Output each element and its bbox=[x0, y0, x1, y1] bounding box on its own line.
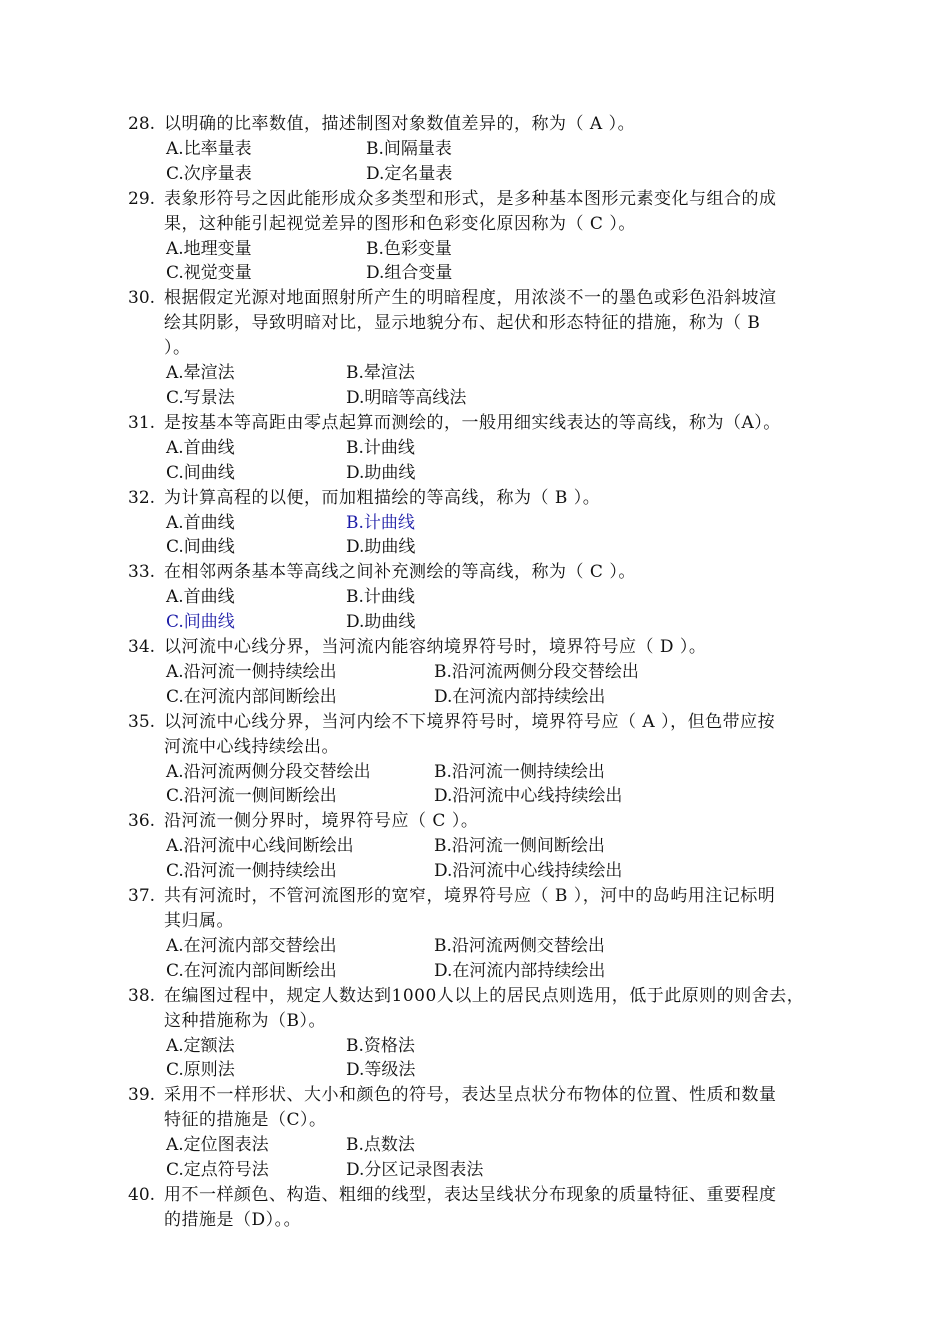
question-36 bbox=[128, 809, 848, 884]
answer-option: A.定额法 bbox=[166, 1035, 235, 1056]
question-stem-line bbox=[128, 1183, 848, 1208]
question-text: 是按基本等高距由零点起算而测绘的，一般用细实线表达的等高线，称为（A）。 bbox=[164, 412, 781, 433]
question-number: 37. bbox=[128, 886, 156, 907]
question-stem-line bbox=[128, 311, 848, 336]
question-stem-line bbox=[128, 112, 848, 137]
answer-option: A.首曲线 bbox=[166, 512, 235, 533]
question-38 bbox=[128, 984, 848, 1084]
question-number: 40. bbox=[128, 1184, 156, 1205]
answer-option: C.在河流内部间断绘出 bbox=[166, 960, 337, 981]
option-row bbox=[128, 1158, 848, 1183]
question-number: 38. bbox=[128, 985, 156, 1006]
question-stem-line bbox=[128, 909, 848, 934]
answer-option: D.在河流内部持续绘出 bbox=[434, 686, 606, 707]
question-number bbox=[128, 1108, 164, 1133]
option-row bbox=[128, 585, 848, 610]
question-35 bbox=[128, 710, 848, 810]
question-text: 以明确的比率数值，描述制图对象数值差异的，称为（ A ）。 bbox=[164, 114, 636, 134]
answer-option: B.沿河流一侧间断绘出 bbox=[434, 836, 605, 857]
answer-option: A.首曲线 bbox=[166, 587, 235, 608]
question-number bbox=[128, 1009, 164, 1034]
answer-option: D.助曲线 bbox=[346, 537, 416, 558]
answer-option: C.写景法 bbox=[166, 387, 235, 408]
question-number bbox=[128, 909, 164, 934]
answer-option: C.在河流内部间断绘出 bbox=[166, 686, 337, 707]
answer-option: B.计曲线 bbox=[346, 512, 415, 533]
question-30 bbox=[128, 286, 848, 411]
answer-option: B.沿河流两侧分段交替绘出 bbox=[434, 661, 639, 682]
answer-option: C.沿河流一侧持续绘出 bbox=[166, 861, 337, 882]
question-31 bbox=[128, 411, 848, 486]
question-stem-line bbox=[128, 187, 848, 212]
question-28 bbox=[128, 112, 848, 187]
question-stem-line bbox=[128, 1083, 848, 1108]
answer-option: C.视觉变量 bbox=[166, 263, 252, 284]
answer-option: D.定名量表 bbox=[366, 163, 453, 184]
question-text: 果，这种能引起视觉差异的图形和色彩变化原因称为（ C ）。 bbox=[164, 213, 636, 234]
question-list bbox=[128, 112, 848, 1233]
question-text: 根据假定光源对地面照射所产生的明暗程度，用浓淡不一的墨色或彩色沿斜坡渲 bbox=[164, 288, 777, 309]
question-stem-line bbox=[128, 1009, 848, 1034]
option-row bbox=[128, 1058, 848, 1083]
answer-option: A.在河流内部交替绘出 bbox=[166, 935, 337, 956]
option-row bbox=[128, 436, 848, 461]
question-stem-line bbox=[128, 710, 848, 735]
answer-option: D.沿河流中心线持续绘出 bbox=[434, 786, 623, 807]
question-text: 河流中心线持续绘出。 bbox=[164, 736, 339, 757]
question-stem-line bbox=[128, 336, 848, 361]
question-37 bbox=[128, 884, 848, 984]
question-number: 34. bbox=[128, 637, 156, 658]
question-text: 绘其阴影，导致明暗对比，显示地貌分布、起伏和形态特征的措施，称为（ B bbox=[164, 313, 761, 334]
answer-option: D.分区记录图表法 bbox=[346, 1160, 484, 1181]
answer-option: D.助曲线 bbox=[346, 612, 416, 633]
answer-option: C.间曲线 bbox=[166, 537, 235, 558]
answer-option: C.定点符号法 bbox=[166, 1160, 269, 1181]
option-row bbox=[128, 834, 848, 859]
option-row bbox=[128, 361, 848, 386]
question-text: 采用不一样形状、大小和颜色的符号，表达呈点状分布物体的位置、性质和数量 bbox=[164, 1085, 777, 1106]
option-row bbox=[128, 511, 848, 536]
question-stem-line bbox=[128, 809, 848, 834]
answer-option: C.次序量表 bbox=[166, 163, 252, 184]
option-row bbox=[128, 162, 848, 187]
question-number: 35. bbox=[128, 711, 156, 732]
question-stem-line bbox=[128, 286, 848, 311]
answer-option: A.沿河流一侧持续绘出 bbox=[166, 661, 337, 682]
option-row bbox=[128, 237, 848, 262]
question-32 bbox=[128, 486, 848, 561]
answer-option: B.计曲线 bbox=[346, 587, 415, 608]
option-row bbox=[128, 137, 848, 162]
question-stem-line bbox=[128, 635, 848, 660]
answer-option: A.沿河流两侧分段交替绘出 bbox=[166, 761, 371, 782]
question-text: 特征的措施是（C）。 bbox=[164, 1110, 327, 1131]
option-row bbox=[128, 261, 848, 286]
question-number: 36. bbox=[128, 811, 156, 832]
option-row bbox=[128, 1034, 848, 1059]
question-text: 共有河流时，不管河流图形的宽窄，境界符号应（ B ），河中的岛屿用注记标明 bbox=[164, 886, 776, 907]
question-40 bbox=[128, 1183, 848, 1233]
answer-option: D.明暗等高线法 bbox=[346, 387, 467, 408]
option-row bbox=[128, 784, 848, 809]
answer-option: C.原则法 bbox=[166, 1060, 235, 1081]
answer-option: A.首曲线 bbox=[166, 437, 235, 458]
question-number: 31. bbox=[128, 412, 156, 433]
answer-option: D.助曲线 bbox=[346, 462, 416, 483]
answer-option: C.间曲线 bbox=[166, 462, 235, 483]
question-text: 用不一样颜色、构造、粗细的线型，表达呈线状分布现象的质量特征、重要程度 bbox=[164, 1184, 777, 1205]
question-stem-line bbox=[128, 1208, 848, 1233]
question-text: 在相邻两条基本等高线之间补充测绘的等高线，称为（ C ）。 bbox=[164, 562, 636, 583]
question-number: 29. bbox=[128, 188, 156, 209]
question-text: 为计算高程的以便，而加粗描绘的等高线，称为（ B ）。 bbox=[164, 487, 601, 508]
question-39 bbox=[128, 1083, 848, 1183]
answer-option: D.沿河流中心线持续绘出 bbox=[434, 861, 623, 882]
option-row bbox=[128, 535, 848, 560]
answer-option: D.组合变量 bbox=[366, 263, 453, 284]
option-row bbox=[128, 660, 848, 685]
answer-option: C.沿河流一侧间断绘出 bbox=[166, 786, 337, 807]
question-33 bbox=[128, 560, 848, 635]
option-row bbox=[128, 859, 848, 884]
question-number: 30. bbox=[128, 288, 156, 309]
question-stem-line bbox=[128, 1108, 848, 1133]
answer-option: B.沿河流一侧持续绘出 bbox=[434, 761, 605, 782]
question-number bbox=[128, 212, 164, 237]
option-row bbox=[128, 934, 848, 959]
option-row bbox=[128, 760, 848, 785]
question-stem-line bbox=[128, 560, 848, 585]
answer-option: A.晕渲法 bbox=[166, 363, 235, 384]
question-stem-line bbox=[128, 212, 848, 237]
option-row bbox=[128, 461, 848, 486]
option-row bbox=[128, 1133, 848, 1158]
answer-option: B.晕渲法 bbox=[346, 363, 415, 384]
answer-option: C.间曲线 bbox=[166, 612, 235, 633]
question-text: 其归属。 bbox=[164, 911, 234, 931]
question-34 bbox=[128, 635, 848, 710]
answer-option: D.等级法 bbox=[346, 1060, 416, 1081]
question-text: 以河流中心线分界，当河内绘不下境界符号时，境界符号应（ A ），但色带应按 bbox=[164, 711, 776, 732]
question-stem-line bbox=[128, 984, 848, 1009]
question-stem-line bbox=[128, 486, 848, 511]
question-number bbox=[128, 735, 164, 760]
answer-option: B.点数法 bbox=[346, 1135, 415, 1156]
option-row bbox=[128, 610, 848, 635]
question-29 bbox=[128, 187, 848, 287]
question-stem-line bbox=[128, 884, 848, 909]
question-number bbox=[128, 336, 164, 361]
question-text: 沿河流一侧分界时，境界符号应（ C ）。 bbox=[164, 811, 479, 832]
answer-option: B.计曲线 bbox=[346, 437, 415, 458]
question-number: 28. bbox=[128, 114, 156, 134]
question-text: ）。 bbox=[164, 338, 191, 359]
question-text: 以河流中心线分界，当河流内能容纳境界符号时，境界符号应（ D ）。 bbox=[164, 637, 707, 658]
question-stem-line bbox=[128, 735, 848, 760]
answer-option: B.沿河流两侧交替绘出 bbox=[434, 935, 605, 956]
answer-option: A.地理变量 bbox=[166, 238, 252, 259]
answer-option: B.色彩变量 bbox=[366, 238, 452, 259]
answer-option: B.资格法 bbox=[346, 1035, 415, 1056]
question-number: 32. bbox=[128, 487, 156, 508]
answer-option: A.沿河流中心线间断绘出 bbox=[166, 836, 354, 857]
option-row bbox=[128, 685, 848, 710]
answer-option: A.比率量表 bbox=[166, 138, 252, 159]
question-number bbox=[128, 1208, 164, 1233]
question-text: 的措施是（D）。。 bbox=[164, 1209, 302, 1230]
question-number bbox=[128, 311, 164, 336]
question-text: 表象形符号之因此能形成众多类型和形式，是多种基本图形元素变化与组合的成 bbox=[164, 188, 777, 209]
question-text: 在编图过程中，规定人数达到1000人以上的居民点则选用，低于此原则的则舍去， bbox=[164, 985, 805, 1006]
question-number: 33. bbox=[128, 562, 156, 583]
question-text: 这种措施称为（B）。 bbox=[164, 1010, 326, 1031]
question-stem-line bbox=[128, 411, 848, 436]
answer-option: B.间隔量表 bbox=[366, 138, 452, 159]
answer-option: D.在河流内部持续绘出 bbox=[434, 960, 606, 981]
option-row bbox=[128, 386, 848, 411]
question-number: 39. bbox=[128, 1085, 156, 1106]
answer-option: A.定位图表法 bbox=[166, 1135, 269, 1156]
option-row bbox=[128, 959, 848, 984]
